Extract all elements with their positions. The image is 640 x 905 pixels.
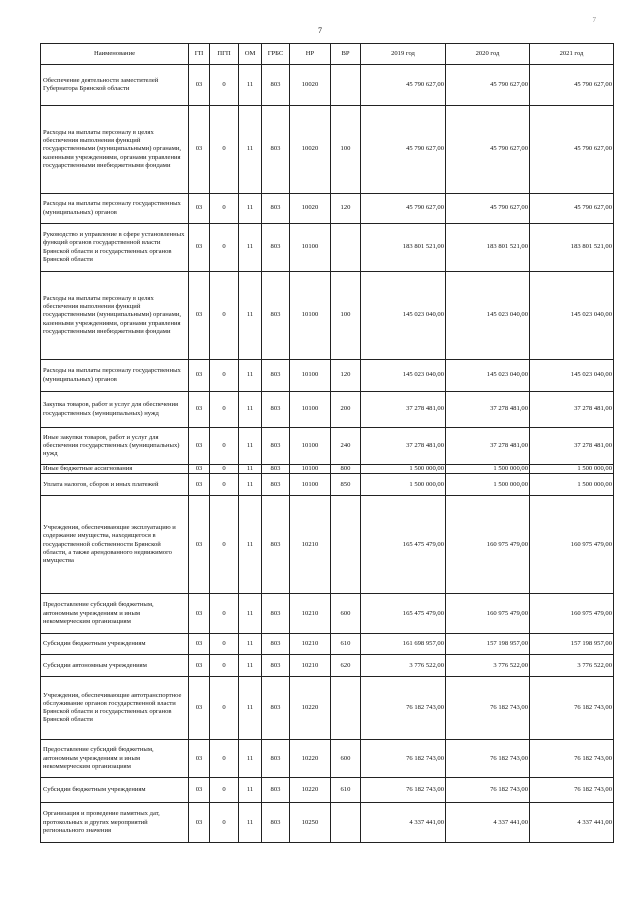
cell-np: 10100 [290, 224, 331, 272]
table-row [41, 778, 614, 803]
table-row [41, 677, 614, 740]
header-np: НР [290, 44, 331, 65]
cell-om: 11 [239, 392, 262, 428]
cell-gp: 03 [189, 594, 210, 634]
cell-y2020: 45 790 627,00 [446, 106, 530, 194]
cell-y2020: 45 790 627,00 [446, 65, 530, 106]
cell-om: 11 [239, 778, 262, 803]
cell-np: 10210 [290, 655, 331, 677]
cell-y2019: 165 475 479,00 [361, 594, 446, 634]
cell-pgp: 0 [210, 194, 239, 224]
cell-y2019: 45 790 627,00 [361, 194, 446, 224]
table-row [41, 224, 614, 272]
cell-pgp: 0 [210, 224, 239, 272]
cell-np: 10020 [290, 65, 331, 106]
cell-y2021: 145 023 040,00 [530, 360, 614, 392]
cell-vr: 100 [331, 272, 361, 360]
cell-grbs: 803 [262, 655, 290, 677]
cell-om: 11 [239, 594, 262, 634]
header-pgp: ПГП [210, 44, 239, 65]
cell-vr: 800 [331, 465, 361, 474]
cell-om: 11 [239, 740, 262, 778]
cell-vr [331, 677, 361, 740]
cell-name: Уплата налогов, сборов и иных платежей [41, 474, 189, 496]
cell-y2020: 76 182 743,00 [446, 740, 530, 778]
cell-grbs: 803 [262, 106, 290, 194]
table-row [41, 474, 614, 496]
table-row [41, 740, 614, 778]
cell-pgp: 0 [210, 594, 239, 634]
cell-y2019: 4 337 441,00 [361, 803, 446, 843]
cell-np: 10250 [290, 803, 331, 843]
cell-y2019: 37 278 481,00 [361, 428, 446, 465]
corner-mark: 7 [592, 16, 596, 24]
cell-y2019: 76 182 743,00 [361, 740, 446, 778]
table-row [41, 655, 614, 677]
cell-y2021: 160 975 479,00 [530, 496, 614, 594]
cell-grbs: 803 [262, 634, 290, 655]
cell-np: 10210 [290, 634, 331, 655]
cell-y2020: 45 790 627,00 [446, 194, 530, 224]
cell-grbs: 803 [262, 778, 290, 803]
cell-y2020: 183 801 521,00 [446, 224, 530, 272]
cell-vr: 200 [331, 392, 361, 428]
cell-y2021: 45 790 627,00 [530, 65, 614, 106]
table-row [41, 496, 614, 594]
cell-y2019: 161 698 957,00 [361, 634, 446, 655]
cell-np: 10100 [290, 272, 331, 360]
cell-name: Субсидии автономным учреждениям [41, 655, 189, 677]
cell-om: 11 [239, 224, 262, 272]
cell-grbs: 803 [262, 803, 290, 843]
cell-y2019: 145 023 040,00 [361, 272, 446, 360]
cell-pgp: 0 [210, 496, 239, 594]
cell-name: Руководство и управление в сфере установленных функций органов государственной власти Брянской области и государственных органов Брянской области [41, 224, 189, 272]
cell-y2021: 37 278 481,00 [530, 392, 614, 428]
cell-pgp: 0 [210, 474, 239, 496]
cell-gp: 03 [189, 272, 210, 360]
table-row [41, 392, 614, 428]
cell-y2020: 3 776 522,00 [446, 655, 530, 677]
cell-name: Расходы на выплаты персоналу в целях обеспечения выполнения функций государственными (муниципальными) органами, казенными учреждениями, органами управления государственными внебюджетными фондами [41, 272, 189, 360]
cell-y2021: 76 182 743,00 [530, 778, 614, 803]
header-2020: 2020 год [446, 44, 530, 65]
cell-gp: 03 [189, 106, 210, 194]
cell-y2019: 45 790 627,00 [361, 106, 446, 194]
cell-pgp: 0 [210, 272, 239, 360]
cell-y2020: 37 278 481,00 [446, 428, 530, 465]
cell-np: 10020 [290, 106, 331, 194]
table-row [41, 65, 614, 106]
cell-name: Учреждения, обеспечивающие автотранспортное обслуживание органов государственной власти Брянской области и государственных органов Брянской области [41, 677, 189, 740]
cell-pgp: 0 [210, 65, 239, 106]
table-header-row [41, 44, 614, 65]
header-grbs: ГРБС [262, 44, 290, 65]
cell-vr: 600 [331, 594, 361, 634]
cell-vr: 120 [331, 194, 361, 224]
table-row [41, 594, 614, 634]
header-om: ОМ [239, 44, 262, 65]
cell-name: Расходы на выплаты персоналу государственных (муниципальных) органов [41, 194, 189, 224]
cell-y2021: 37 278 481,00 [530, 428, 614, 465]
cell-gp: 03 [189, 496, 210, 594]
cell-pgp: 0 [210, 360, 239, 392]
cell-grbs: 803 [262, 224, 290, 272]
cell-om: 11 [239, 106, 262, 194]
cell-grbs: 803 [262, 740, 290, 778]
cell-om: 11 [239, 655, 262, 677]
cell-name: Предоставление субсидий бюджетным, автономным учреждениям и иным некоммерческим организациям [41, 594, 189, 634]
cell-pgp: 0 [210, 803, 239, 843]
cell-y2020: 160 975 479,00 [446, 594, 530, 634]
cell-vr: 610 [331, 634, 361, 655]
cell-gp: 03 [189, 634, 210, 655]
cell-y2019: 45 790 627,00 [361, 65, 446, 106]
cell-np: 10220 [290, 740, 331, 778]
cell-y2020: 160 975 479,00 [446, 496, 530, 594]
cell-pgp: 0 [210, 740, 239, 778]
cell-y2020: 1 500 000,00 [446, 465, 530, 474]
cell-om: 11 [239, 465, 262, 474]
cell-om: 11 [239, 474, 262, 496]
cell-grbs: 803 [262, 392, 290, 428]
cell-vr [331, 65, 361, 106]
cell-y2020: 145 023 040,00 [446, 272, 530, 360]
header-2021: 2021 год [530, 44, 614, 65]
cell-y2019: 76 182 743,00 [361, 677, 446, 740]
table-row [41, 634, 614, 655]
cell-vr: 600 [331, 740, 361, 778]
cell-om: 11 [239, 634, 262, 655]
cell-name: Иные закупки товаров, работ и услуг для обеспечения государственных (муниципальных) нужд [41, 428, 189, 465]
cell-om: 11 [239, 194, 262, 224]
table-row [41, 428, 614, 465]
cell-y2019: 76 182 743,00 [361, 778, 446, 803]
cell-np: 10100 [290, 465, 331, 474]
cell-np: 10100 [290, 360, 331, 392]
cell-name: Закупка товаров, работ и услуг для обеспечения государственных (муниципальных) нужд [41, 392, 189, 428]
header-2019: 2019 год [361, 44, 446, 65]
cell-om: 11 [239, 428, 262, 465]
cell-grbs: 803 [262, 65, 290, 106]
table-row [41, 803, 614, 843]
cell-y2021: 160 975 479,00 [530, 594, 614, 634]
cell-y2020: 4 337 441,00 [446, 803, 530, 843]
cell-y2019: 1 500 000,00 [361, 465, 446, 474]
cell-y2019: 145 023 040,00 [361, 360, 446, 392]
cell-np: 10100 [290, 474, 331, 496]
header-vr: ВР [331, 44, 361, 65]
cell-om: 11 [239, 803, 262, 843]
cell-gp: 03 [189, 778, 210, 803]
cell-y2021: 45 790 627,00 [530, 106, 614, 194]
cell-vr [331, 803, 361, 843]
cell-name: Иные бюджетные ассигнования [41, 465, 189, 474]
cell-y2019: 165 475 479,00 [361, 496, 446, 594]
cell-pgp: 0 [210, 465, 239, 474]
cell-name: Расходы на выплаты персоналу государственных (муниципальных) органов [41, 360, 189, 392]
cell-name: Учреждения, обеспечивающие эксплуатацию и содержание имущества, находящегося в государственной собственности Брянской области, а также арендованного недвижимого имущества [41, 496, 189, 594]
cell-gp: 03 [189, 655, 210, 677]
cell-gp: 03 [189, 65, 210, 106]
cell-y2020: 76 182 743,00 [446, 778, 530, 803]
cell-name: Предоставление субсидий бюджетным, автономным учреждениям и иным некоммерческим организациям [41, 740, 189, 778]
cell-pgp: 0 [210, 428, 239, 465]
cell-name: Организация и проведение памятных дат, протокольных и других мероприятий регионального значения [41, 803, 189, 843]
cell-gp: 03 [189, 803, 210, 843]
cell-y2020: 1 500 000,00 [446, 474, 530, 496]
cell-np: 10100 [290, 428, 331, 465]
cell-y2021: 45 790 627,00 [530, 194, 614, 224]
cell-gp: 03 [189, 465, 210, 474]
table-row [41, 106, 614, 194]
cell-y2020: 76 182 743,00 [446, 677, 530, 740]
budget-table [40, 43, 614, 843]
cell-pgp: 0 [210, 677, 239, 740]
cell-grbs: 803 [262, 496, 290, 594]
cell-name: Субсидии бюджетным учреждениям [41, 778, 189, 803]
cell-gp: 03 [189, 474, 210, 496]
cell-pgp: 0 [210, 392, 239, 428]
cell-vr: 620 [331, 655, 361, 677]
cell-y2021: 76 182 743,00 [530, 740, 614, 778]
cell-vr: 850 [331, 474, 361, 496]
cell-vr: 100 [331, 106, 361, 194]
cell-y2021: 157 198 957,00 [530, 634, 614, 655]
cell-y2019: 3 776 522,00 [361, 655, 446, 677]
cell-gp: 03 [189, 392, 210, 428]
cell-np: 10210 [290, 496, 331, 594]
cell-grbs: 803 [262, 272, 290, 360]
cell-gp: 03 [189, 194, 210, 224]
cell-y2019: 183 801 521,00 [361, 224, 446, 272]
cell-y2021: 4 337 441,00 [530, 803, 614, 843]
cell-grbs: 803 [262, 465, 290, 474]
cell-y2020: 157 198 957,00 [446, 634, 530, 655]
cell-y2021: 1 500 000,00 [530, 465, 614, 474]
cell-om: 11 [239, 496, 262, 594]
cell-vr [331, 496, 361, 594]
cell-np: 10210 [290, 594, 331, 634]
cell-vr: 120 [331, 360, 361, 392]
cell-vr [331, 224, 361, 272]
table-row [41, 465, 614, 474]
cell-pgp: 0 [210, 106, 239, 194]
cell-grbs: 803 [262, 360, 290, 392]
cell-np: 10020 [290, 194, 331, 224]
cell-gp: 03 [189, 677, 210, 740]
cell-y2021: 1 500 000,00 [530, 474, 614, 496]
cell-pgp: 0 [210, 778, 239, 803]
cell-grbs: 803 [262, 474, 290, 496]
page-number: 7 [318, 26, 322, 35]
cell-grbs: 803 [262, 677, 290, 740]
cell-om: 11 [239, 272, 262, 360]
cell-om: 11 [239, 65, 262, 106]
cell-name: Субсидии бюджетным учреждениям [41, 634, 189, 655]
cell-y2020: 37 278 481,00 [446, 392, 530, 428]
table-row [41, 194, 614, 224]
cell-y2021: 183 801 521,00 [530, 224, 614, 272]
table-row [41, 360, 614, 392]
cell-gp: 03 [189, 360, 210, 392]
cell-name: Обеспечение деятельности заместителей Губернатора Брянской области [41, 65, 189, 106]
cell-om: 11 [239, 360, 262, 392]
cell-gp: 03 [189, 740, 210, 778]
cell-om: 11 [239, 677, 262, 740]
cell-name: Расходы на выплаты персоналу в целях обеспечения выполнения функций государственными (муниципальными) органами, казенными учреждениями, органами управления государственными внебюджетными фондами [41, 106, 189, 194]
cell-grbs: 803 [262, 194, 290, 224]
cell-y2019: 37 278 481,00 [361, 392, 446, 428]
cell-y2019: 1 500 000,00 [361, 474, 446, 496]
cell-y2021: 3 776 522,00 [530, 655, 614, 677]
cell-gp: 03 [189, 224, 210, 272]
cell-grbs: 803 [262, 594, 290, 634]
header-gp: ГП [189, 44, 210, 65]
table-row [41, 272, 614, 360]
cell-grbs: 803 [262, 428, 290, 465]
cell-y2021: 76 182 743,00 [530, 677, 614, 740]
cell-gp: 03 [189, 428, 210, 465]
cell-vr: 610 [331, 778, 361, 803]
cell-vr: 240 [331, 428, 361, 465]
cell-y2021: 145 023 040,00 [530, 272, 614, 360]
cell-pgp: 0 [210, 634, 239, 655]
cell-np: 10220 [290, 778, 331, 803]
header-name: Наименование [41, 44, 189, 65]
cell-y2020: 145 023 040,00 [446, 360, 530, 392]
cell-np: 10100 [290, 392, 331, 428]
cell-pgp: 0 [210, 655, 239, 677]
cell-np: 10220 [290, 677, 331, 740]
